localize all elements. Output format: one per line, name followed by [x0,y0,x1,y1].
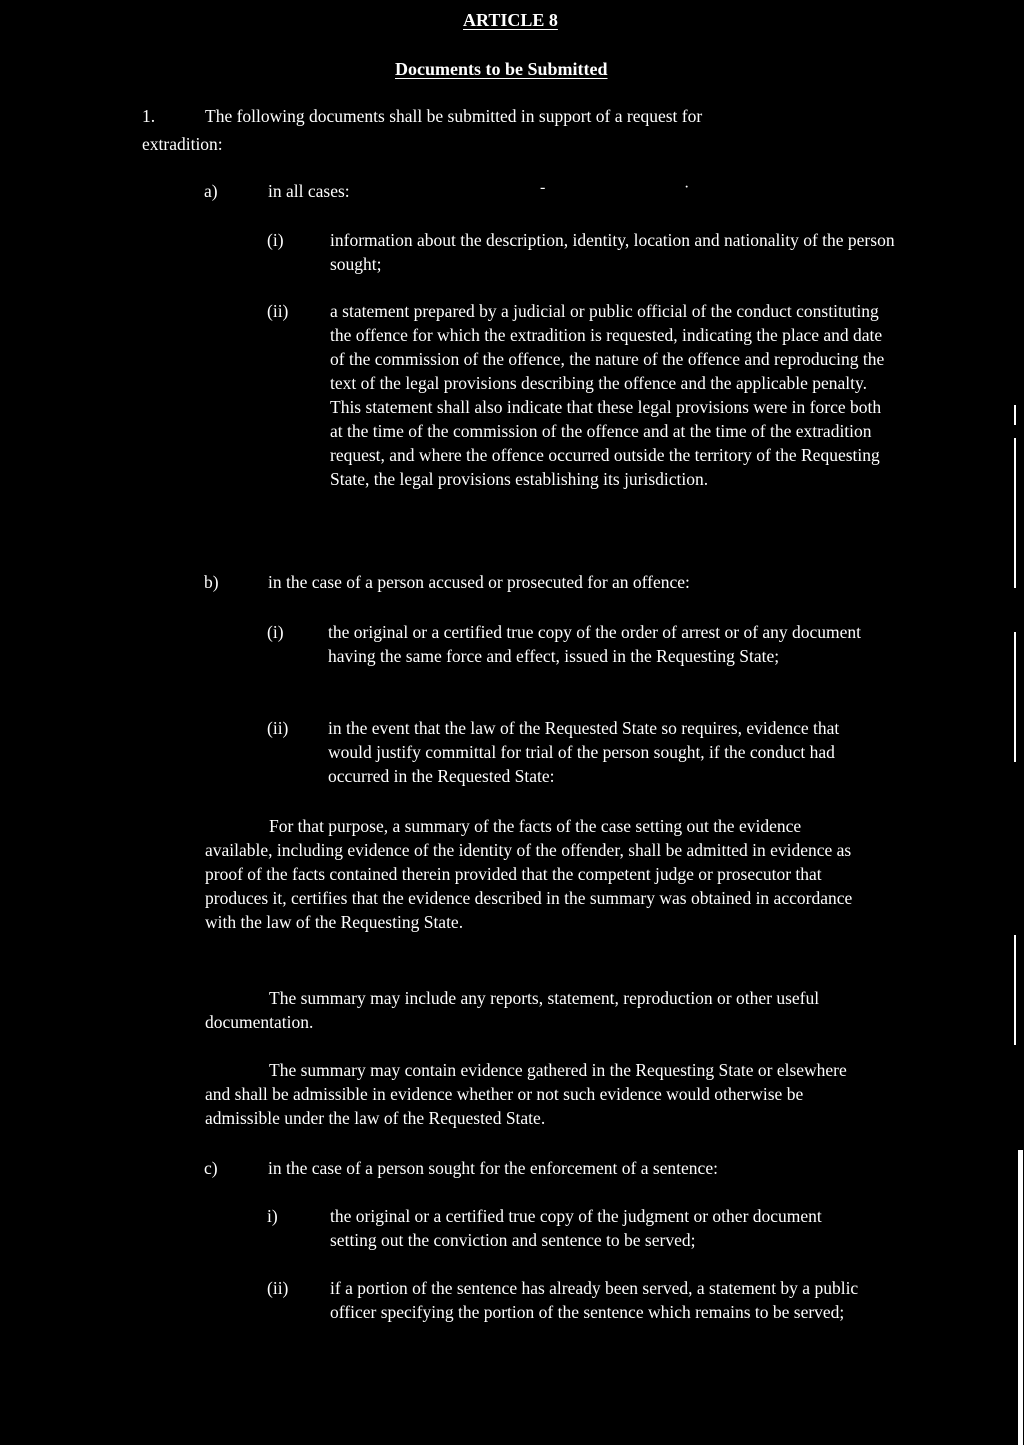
section-a-title: in all cases: [268,181,350,201]
section-a-item-1-label: (i) [267,230,284,250]
margin-bar [1014,632,1016,762]
section-b-item-2-text: in the event that the law of the Requested State so requires, evidence that would justify committal for trial of the person sought, if the conduct had occurred in the Requested State: [328,718,840,786]
section-b-paragraph-3: The summary may contain evidence gathered in the Requesting State or elsewhere and shall be admissible in evidence whether or not such evidence would otherwise be admissible under the law of the Requested State. [205,1060,847,1128]
margin-bar [1018,1150,1023,1445]
intro-text-line2: extradition: [142,134,223,154]
intro-number: 1. [142,106,156,126]
section-a-item-2-text: a statement prepared by a judicial or public official of the conduct constituting the offence for which the extradition is requested, indicating the place and date of the commission of the offence, the nature of the offence and reproducing the text of the legal provisions describing the offence and the applicable penalty. This statement shall also indicate that these legal provisions were in force both at the time of the commission of the offence and at the time of the extradition request, and where the offence occurred outside the territory of the Requesting State, the legal provisions establishing its jurisdiction. [330,301,885,489]
section-c-item-1-label: i) [267,1206,278,1226]
section-a-label: a) [204,181,218,201]
margin-bar [1014,405,1016,425]
section-b-label: b) [204,572,219,592]
section-a-item-1-text: information about the description, identity, location and nationality of the person sought; [330,230,895,274]
section-c-label: c) [204,1158,218,1178]
section-c-item-2-text: if a portion of the sentence has already been served, a statement by a public officer specifying the portion of the sentence which remains to be served; [330,1278,859,1322]
section-c-item-2-label: (ii) [267,1278,289,1298]
article-subheading: Documents to be Submitted [395,59,608,79]
section-b-paragraph-1: For that purpose, a summary of the facts of the case setting out the evidence available, including evidence of the identity of the offender, shall be admitted in evidence as proof of the facts contained therein provided that the competent judge or prosecutor that produces it, certifies that the evidence described in the summary was obtained in accordance with the law of the Requesting State. [205,816,853,932]
section-c-title: in the case of a person sought for the enforcement of a sentence: [268,1158,718,1178]
section-b-item-1-label: (i) [267,622,284,642]
section-b-paragraph-2: The summary may include any reports, statement, reproduction or other useful documentation. [205,988,820,1032]
scan-speck-1: - [540,179,546,196]
section-b-item-1-text: the original or a certified true copy of the order of arrest or of any document having the same force and effect, issued in the Requesting State; [328,622,862,666]
margin-bar [1014,935,1016,1045]
section-b-item-2-label: (ii) [267,718,289,738]
section-c-item-1-text: the original or a certified true copy of the judgment or other document setting out the conviction and sentence to be served; [330,1206,822,1250]
margin-bar [1014,438,1016,588]
scan-speck-2: · [684,179,690,196]
section-b-title: in the case of a person accused or prosecuted for an offence: [268,572,690,592]
intro-text-line1: The following documents shall be submitted in support of a request for [205,106,703,126]
article-heading: ARTICLE 8 [463,10,558,30]
section-a-item-2-label: (ii) [267,301,289,321]
